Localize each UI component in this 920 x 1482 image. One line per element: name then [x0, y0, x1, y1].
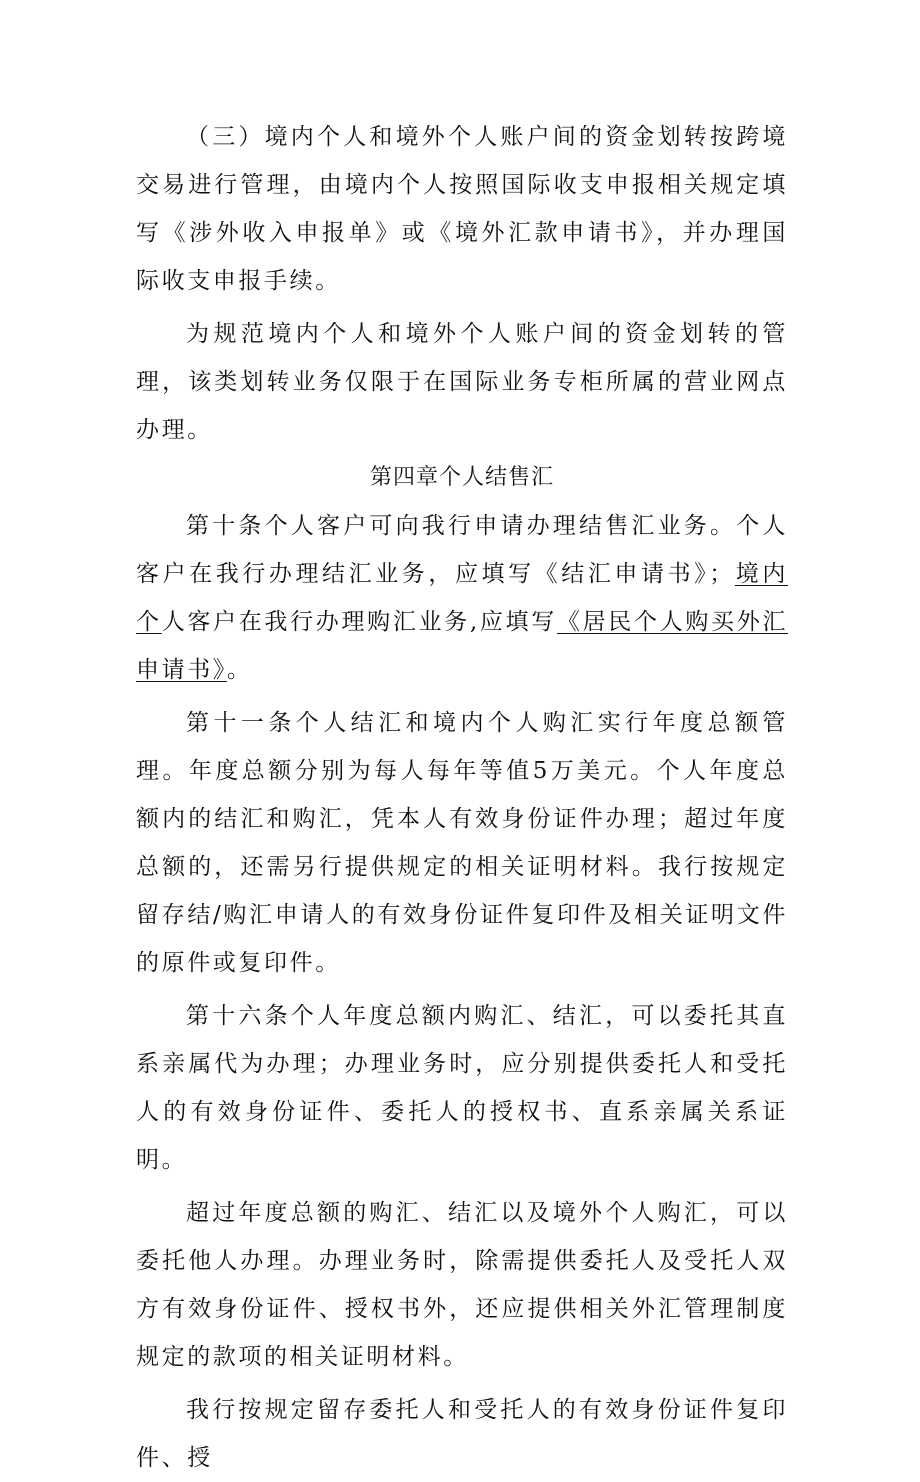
paragraph-retention: 我行按规定留存委托人和受托人的有效身份证件复印件、授	[136, 1397, 788, 1471]
article-10-underlined-2: 《居民个人购买外汇申请书》	[136, 609, 788, 683]
document-body	[136, 113, 788, 1482]
article-10-underlined-1: 境内个	[136, 561, 788, 635]
article-10-text-1: 第十条个人客户可向我行申请办理结售汇业务。个人客户在我行办理结汇业务，应填写《结汇申请书》；	[136, 513, 788, 587]
paragraph-over-limit-delegation: 超过年度总额的购汇、结汇以及境外个人购汇，可以委托他人办理。办理业务时，除需提供委托人及受托人双方有效身份证件、授权书外，还应提供相关外汇管理制度规定的款项的相关证明材料。	[136, 1200, 788, 1370]
article-10-text-2: 人客户在我行办理购汇业务,应填写	[161, 609, 557, 635]
paragraph-transfer-scope: 为规范境内个人和境外个人账户间的资金划转的管理，该类划转业务仅限于在国际业务专柜所属的营业网点办理。	[136, 321, 788, 443]
article-10-text-3: 。	[226, 657, 253, 683]
paragraph-article-11: 第十一条个人结汇和境内个人购汇实行年度总额管理。年度总额分别为每人每年等值5万美元。个人年度总额内的结汇和购汇，凭本人有效身份证件办理；超过年度总额的，还需另行提供规定的相关证明材料。我行按规定留存结/购汇申请人的有效身份证件复印件及相关证明文件的原件或复印件。	[136, 710, 788, 976]
paragraph-article-16: 第十六条个人年度总额内购汇、结汇，可以委托其直系亲属代为办理；办理业务时，应分别提供委托人和受托人的有效身份证件、委托人的授权书、直系亲属关系证明。	[136, 1003, 788, 1173]
paragraph-article-10	[136, 502, 788, 694]
chapter-title: 第四章个人结售汇	[369, 465, 554, 490]
paragraph-cross-border-transfer: （三）境内个人和境外个人账户间的资金划转按跨境交易进行管理，由境内个人按照国际收支申报相关规定填写《涉外收入申报单》或《境外汇款申请书》，并办理国际收支申报手续。	[136, 124, 788, 294]
